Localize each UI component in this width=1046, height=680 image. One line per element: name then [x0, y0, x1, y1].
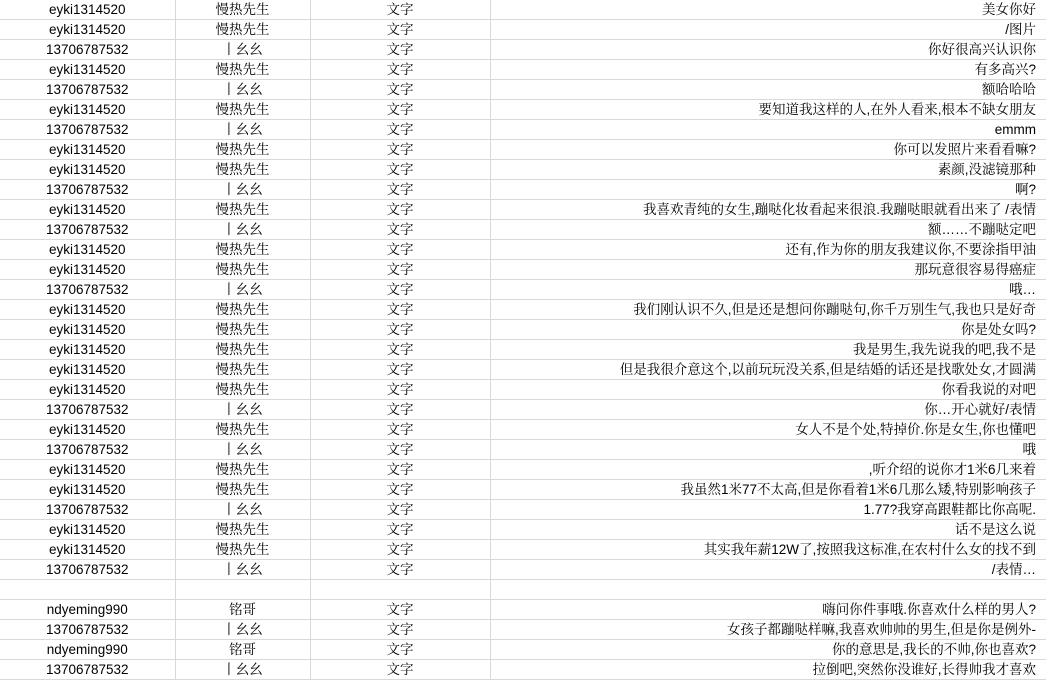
cell-nickname[interactable]: 丨幺幺: [175, 40, 310, 60]
table-row[interactable]: [0, 400, 1046, 420]
cell-msg-type[interactable]: 文字: [310, 660, 490, 680]
cell-msg-type[interactable]: 文字: [310, 220, 490, 240]
cell-msg-type[interactable]: 文字: [310, 400, 490, 420]
cell-nickname[interactable]: 慢热先生: [175, 360, 310, 380]
cell-content[interactable]: emmm: [490, 120, 1046, 140]
cell-account[interactable]: 13706787532: [0, 500, 175, 520]
cell-content[interactable]: 其实我年薪12W了,按照我这标准,在农村什么女的找不到: [490, 540, 1046, 560]
cell-msg-type[interactable]: 文字: [310, 420, 490, 440]
cell-nickname[interactable]: 丨幺幺: [175, 280, 310, 300]
cell-account[interactable]: eyki1314520: [0, 240, 175, 260]
table-row[interactable]: [0, 560, 1046, 580]
cell-content[interactable]: 你的意思是,我长的不帅,你也喜欢?: [490, 640, 1046, 660]
cell-content[interactable]: 我虽然1米77不太高,但是你看着1米6几那么矮,特别影响孩子: [490, 480, 1046, 500]
cell-account[interactable]: eyki1314520: [0, 200, 175, 220]
cell-msg-type[interactable]: 文字: [310, 180, 490, 200]
cell-account[interactable]: 13706787532: [0, 560, 175, 580]
cell-content[interactable]: 额……不蹦哒定吧: [490, 220, 1046, 240]
cell-msg-type[interactable]: 文字: [310, 640, 490, 660]
cell-nickname[interactable]: 慢热先生: [175, 480, 310, 500]
cell-msg-type[interactable]: 文字: [310, 0, 490, 20]
cell-account[interactable]: eyki1314520: [0, 360, 175, 380]
cell-content[interactable]: ,听介绍的说你才1米6几来着: [490, 460, 1046, 480]
table-row[interactable]: [0, 340, 1046, 360]
cell-msg-type[interactable]: 文字: [310, 500, 490, 520]
cell-account[interactable]: eyki1314520: [0, 160, 175, 180]
cell-content[interactable]: 额哈哈哈: [490, 80, 1046, 100]
cell-nickname[interactable]: 丨幺幺: [175, 440, 310, 460]
cell-content[interactable]: /表情…: [490, 560, 1046, 580]
cell-nickname[interactable]: 丨幺幺: [175, 400, 310, 420]
table-row[interactable]: [0, 220, 1046, 240]
table-row[interactable]: [0, 0, 1046, 20]
table-row[interactable]: [0, 300, 1046, 320]
cell-content[interactable]: 我喜欢青纯的女生,蹦哒化妆看起来很浪.我蹦哒眼就看出来了 /表情: [490, 200, 1046, 220]
table-row[interactable]: [0, 80, 1046, 100]
cell-account[interactable]: 13706787532: [0, 660, 175, 680]
cell-content[interactable]: 素颜,没滤镜那种: [490, 160, 1046, 180]
table-row[interactable]: [0, 540, 1046, 560]
cell-account[interactable]: 13706787532: [0, 280, 175, 300]
cell-content[interactable]: 但是我很介意这个,以前玩玩没关系,但是结婚的话还是找歌处女,才圆满: [490, 360, 1046, 380]
cell-nickname[interactable]: 慢热先生: [175, 420, 310, 440]
table-row[interactable]: [0, 440, 1046, 460]
cell-msg-type[interactable]: 文字: [310, 60, 490, 80]
cell-content[interactable]: 我们刚认识不久,但是还是想问你蹦哒句,你千万别生气,我也只是好奇: [490, 300, 1046, 320]
cell-account[interactable]: ndyeming990: [0, 600, 175, 620]
cell-nickname[interactable]: 铭哥: [175, 640, 310, 660]
cell-nickname[interactable]: 慢热先生: [175, 140, 310, 160]
cell-msg-type[interactable]: 文字: [310, 200, 490, 220]
cell-account[interactable]: 13706787532: [0, 400, 175, 420]
cell-account[interactable]: eyki1314520: [0, 300, 175, 320]
cell-account[interactable]: eyki1314520: [0, 480, 175, 500]
cell-nickname[interactable]: 慢热先生: [175, 60, 310, 80]
cell-nickname[interactable]: 丨幺幺: [175, 220, 310, 240]
table-row[interactable]: [0, 660, 1046, 680]
cell-content[interactable]: 那玩意很容易得癌症: [490, 260, 1046, 280]
cell-content[interactable]: 哦: [490, 440, 1046, 460]
table-row[interactable]: [0, 600, 1046, 620]
cell-content[interactable]: 美女你好: [490, 0, 1046, 20]
table-row[interactable]: [0, 280, 1046, 300]
cell-nickname[interactable]: 丨幺幺: [175, 80, 310, 100]
cell-msg-type[interactable]: 文字: [310, 140, 490, 160]
cell-content[interactable]: 我是男生,我先说我的吧,我不是: [490, 340, 1046, 360]
cell-nickname[interactable]: 丨幺幺: [175, 120, 310, 140]
cell-account[interactable]: 13706787532: [0, 180, 175, 200]
table-row[interactable]: [0, 100, 1046, 120]
cell-type-empty[interactable]: [310, 580, 490, 600]
cell-content[interactable]: 你…开心就好/表情: [490, 400, 1046, 420]
cell-content[interactable]: 哦…: [490, 280, 1046, 300]
cell-nickname[interactable]: 慢热先生: [175, 460, 310, 480]
cell-msg-type[interactable]: 文字: [310, 80, 490, 100]
table-row[interactable]: [0, 460, 1046, 480]
cell-nickname[interactable]: 慢热先生: [175, 520, 310, 540]
cell-account[interactable]: eyki1314520: [0, 380, 175, 400]
cell-nickname[interactable]: 慢热先生: [175, 20, 310, 40]
table-row[interactable]: [0, 580, 1046, 600]
cell-msg-type[interactable]: 文字: [310, 240, 490, 260]
cell-account[interactable]: eyki1314520: [0, 100, 175, 120]
cell-msg-type[interactable]: 文字: [310, 360, 490, 380]
cell-account[interactable]: eyki1314520: [0, 140, 175, 160]
cell-nickname[interactable]: 丨幺幺: [175, 560, 310, 580]
cell-msg-type[interactable]: 文字: [310, 600, 490, 620]
cell-content[interactable]: 你看我说的对吧: [490, 380, 1046, 400]
table-row[interactable]: [0, 120, 1046, 140]
cell-msg-type[interactable]: 文字: [310, 40, 490, 60]
cell-msg-type[interactable]: 文字: [310, 540, 490, 560]
cell-account[interactable]: eyki1314520: [0, 540, 175, 560]
cell-content[interactable]: 你可以发照片来看看嘛?: [490, 140, 1046, 160]
cell-account[interactable]: eyki1314520: [0, 60, 175, 80]
table-row[interactable]: [0, 480, 1046, 500]
cell-account[interactable]: eyki1314520: [0, 460, 175, 480]
cell-account[interactable]: eyki1314520: [0, 340, 175, 360]
cell-msg-type[interactable]: 文字: [310, 320, 490, 340]
cell-nickname[interactable]: 慢热先生: [175, 260, 310, 280]
table-row[interactable]: [0, 60, 1046, 80]
table-row[interactable]: [0, 140, 1046, 160]
cell-content[interactable]: 话不是这么说: [490, 520, 1046, 540]
table-row[interactable]: [0, 160, 1046, 180]
table-row[interactable]: [0, 200, 1046, 220]
cell-nickname[interactable]: 慢热先生: [175, 240, 310, 260]
cell-nickname[interactable]: 慢热先生: [175, 300, 310, 320]
cell-nickname[interactable]: 慢热先生: [175, 100, 310, 120]
cell-nickname[interactable]: 慢热先生: [175, 200, 310, 220]
cell-content[interactable]: 你是处女吗?: [490, 320, 1046, 340]
cell-content[interactable]: 啊?: [490, 180, 1046, 200]
cell-msg-type[interactable]: 文字: [310, 380, 490, 400]
cell-nickname[interactable]: 丨幺幺: [175, 660, 310, 680]
cell-nickname[interactable]: 慢热先生: [175, 380, 310, 400]
cell-account[interactable]: 13706787532: [0, 40, 175, 60]
cell-content[interactable]: 女孩子都蹦哒样嘛,我喜欢帅帅的男生,但是你是例外-: [490, 620, 1046, 640]
cell-msg-type[interactable]: 文字: [310, 20, 490, 40]
cell-nickname[interactable]: 慢热先生: [175, 0, 310, 20]
table-row[interactable]: [0, 520, 1046, 540]
cell-nickname[interactable]: 丨幺幺: [175, 500, 310, 520]
table-row[interactable]: [0, 320, 1046, 340]
cell-nickname[interactable]: 慢热先生: [175, 160, 310, 180]
cell-account[interactable]: eyki1314520: [0, 260, 175, 280]
cell-nickname[interactable]: 慢热先生: [175, 340, 310, 360]
cell-msg-type[interactable]: 文字: [310, 560, 490, 580]
cell-content[interactable]: 还有,作为你的朋友我建议你,不要涂指甲油: [490, 240, 1046, 260]
cell-nickname[interactable]: 慢热先生: [175, 540, 310, 560]
table-row[interactable]: [0, 380, 1046, 400]
table-row[interactable]: [0, 620, 1046, 640]
table-row[interactable]: [0, 260, 1046, 280]
table-row[interactable]: [0, 40, 1046, 60]
cell-msg-type[interactable]: 文字: [310, 120, 490, 140]
cell-msg-type[interactable]: 文字: [310, 340, 490, 360]
cell-account[interactable]: eyki1314520: [0, 20, 175, 40]
cell-msg-type[interactable]: 文字: [310, 620, 490, 640]
cell-content[interactable]: 你好很高兴认识你: [490, 40, 1046, 60]
cell-content[interactable]: 要知道我这样的人,在外人看来,根本不缺女朋友: [490, 100, 1046, 120]
table-row[interactable]: [0, 360, 1046, 380]
table-row[interactable]: [0, 240, 1046, 260]
cell-msg-type[interactable]: 文字: [310, 300, 490, 320]
cell-account[interactable]: eyki1314520: [0, 520, 175, 540]
cell-account[interactable]: eyki1314520: [0, 320, 175, 340]
cell-msg-type[interactable]: 文字: [310, 520, 490, 540]
cell-msg-type[interactable]: 文字: [310, 100, 490, 120]
cell-content[interactable]: 女人不是个处,特掉价.你是女生,你也懂吧: [490, 420, 1046, 440]
cell-nickname[interactable]: 丨幺幺: [175, 180, 310, 200]
cell-account[interactable]: eyki1314520: [0, 0, 175, 20]
cell-account[interactable]: 13706787532: [0, 120, 175, 140]
cell-content[interactable]: 嗨问你件事哦.你喜欢什么样的男人?: [490, 600, 1046, 620]
cell-nickname[interactable]: 丨幺幺: [175, 620, 310, 640]
cell-msg-type[interactable]: 文字: [310, 460, 490, 480]
cell-content[interactable]: /图片: [490, 20, 1046, 40]
cell-msg-type[interactable]: 文字: [310, 480, 490, 500]
cell-id-empty[interactable]: [0, 580, 175, 600]
cell-msg-type[interactable]: 文字: [310, 440, 490, 460]
cell-content[interactable]: 1.77?我穿高跟鞋都比你高呢.: [490, 500, 1046, 520]
table-row[interactable]: [0, 500, 1046, 520]
table-row[interactable]: [0, 640, 1046, 660]
cell-msg-type[interactable]: 文字: [310, 160, 490, 180]
cell-account[interactable]: 13706787532: [0, 620, 175, 640]
table-row[interactable]: [0, 20, 1046, 40]
cell-nickname[interactable]: 慢热先生: [175, 320, 310, 340]
cell-content[interactable]: 有多高兴?: [490, 60, 1046, 80]
cell-nickname[interactable]: 铭哥: [175, 600, 310, 620]
cell-msg-type[interactable]: 文字: [310, 260, 490, 280]
table-row[interactable]: [0, 420, 1046, 440]
cell-account[interactable]: eyki1314520: [0, 420, 175, 440]
cell-msg-type[interactable]: 文字: [310, 280, 490, 300]
cell-account[interactable]: 13706787532: [0, 80, 175, 100]
cell-content[interactable]: 拉倒吧,突然你没谁好,长得帅我才喜欢: [490, 660, 1046, 680]
cell-content-empty[interactable]: [490, 580, 1046, 600]
cell-account[interactable]: ndyeming990: [0, 640, 175, 660]
cell-name-empty[interactable]: [175, 580, 310, 600]
cell-account[interactable]: 13706787532: [0, 440, 175, 460]
table-row[interactable]: [0, 180, 1046, 200]
cell-account[interactable]: 13706787532: [0, 220, 175, 240]
